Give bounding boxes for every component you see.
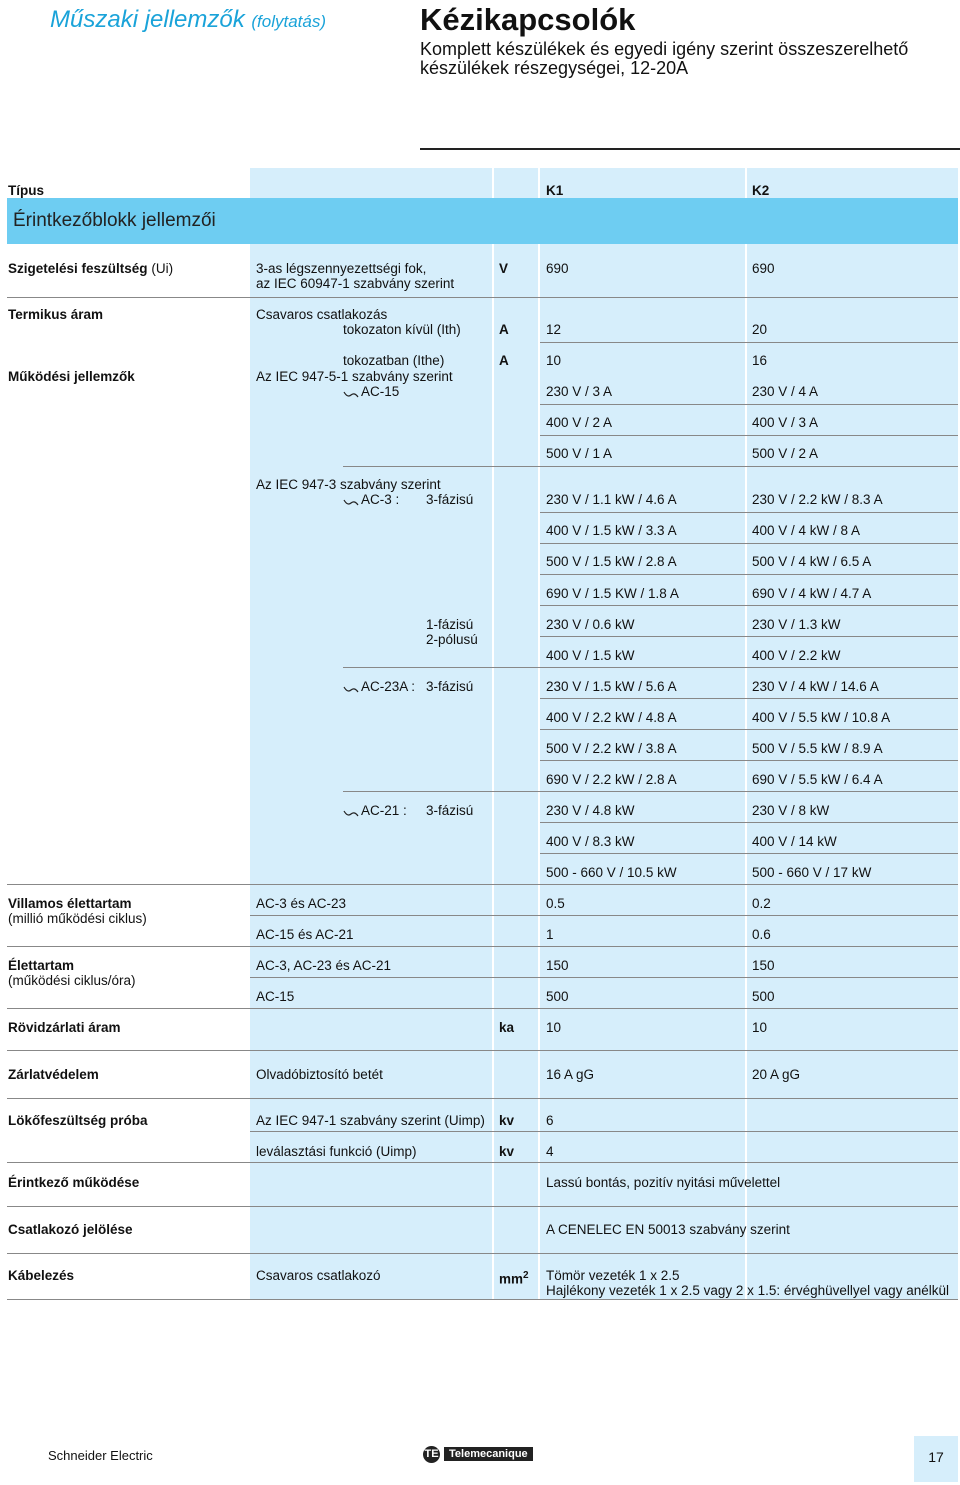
row-label-short-circuit: Rövidzárlati áram bbox=[8, 1020, 121, 1035]
header-left-sub: (folytatás) bbox=[251, 12, 327, 31]
thermal-unit: A bbox=[499, 322, 509, 337]
insulation-unit: V bbox=[499, 261, 509, 276]
row-divider bbox=[250, 1131, 958, 1132]
electrical-life-k2-a: 0.2 bbox=[752, 896, 771, 911]
ac-wave-icon bbox=[343, 389, 359, 399]
thermal-desc-1: Csavaros csatlakozás bbox=[256, 307, 388, 322]
electrical-life-k2-b: 0.6 bbox=[752, 927, 771, 942]
row-label-operating: Működési jellemzők bbox=[8, 369, 135, 384]
electrical-life-k1-a: 0.5 bbox=[546, 896, 565, 911]
ac23-three-phase: 3-fázisú bbox=[426, 679, 474, 694]
row-divider bbox=[7, 1162, 958, 1163]
ac21-label: AC-21 : bbox=[361, 803, 407, 818]
row-divider bbox=[540, 760, 958, 761]
thermal-unit-2: A bbox=[499, 353, 509, 368]
row-divider bbox=[540, 698, 958, 699]
row-label-impulse: Lökőfeszültség próba bbox=[8, 1113, 148, 1128]
life-k2-b: 500 bbox=[752, 989, 775, 1004]
row-divider bbox=[7, 884, 958, 885]
ac21-k1-500: 500 - 660 V / 10.5 kW bbox=[546, 865, 677, 880]
section-header bbox=[7, 198, 958, 244]
row-label-electrical-life: Villamos élettartam bbox=[8, 896, 132, 911]
page-title: Kézikapcsolók bbox=[420, 2, 636, 37]
ac23-k2-230: 230 V / 4 kW / 14.6 A bbox=[752, 679, 879, 694]
ac23-label: AC-23A : bbox=[361, 679, 416, 694]
ac3-single-phase: 1-fázisú bbox=[426, 617, 474, 632]
row-label-protection: Zárlatvédelem bbox=[8, 1067, 99, 1082]
ac-wave-icon bbox=[343, 497, 359, 507]
row-divider bbox=[7, 1299, 958, 1300]
row-divider bbox=[540, 574, 958, 575]
protection-desc: Olvadóbiztosító betét bbox=[256, 1067, 383, 1082]
ac-wave-icon bbox=[343, 808, 359, 818]
short-circuit-k2: 10 bbox=[752, 1020, 768, 1035]
impulse-unit-2: kv bbox=[499, 1144, 515, 1159]
electrical-life-k1-b: 1 bbox=[546, 927, 554, 942]
insulation-desc-1: 3-as légszennyezettségi fok, bbox=[256, 261, 427, 276]
row-divider bbox=[540, 342, 958, 343]
thermal-k1-b: 10 bbox=[546, 353, 562, 368]
impulse-unit-1: kv bbox=[499, 1113, 515, 1128]
row-divider bbox=[540, 404, 958, 405]
page-number-box bbox=[914, 1436, 958, 1482]
row-divider bbox=[7, 946, 958, 947]
ac3-k1-690: 690 V / 1.5 KW / 1.8 A bbox=[546, 586, 679, 601]
thermal-desc-3: tokozatban (Ithe) bbox=[343, 353, 445, 368]
thermal-k2: 20 bbox=[752, 322, 768, 337]
ac21-k1-400: 400 V / 8.3 kW bbox=[546, 834, 635, 849]
ac3-k2-690: 690 V / 4 kW / 4.7 A bbox=[752, 586, 872, 601]
row-divider bbox=[7, 1253, 958, 1254]
ac3-k1-500: 500 V / 1.5 kW / 2.8 A bbox=[546, 554, 677, 569]
ac3-k2-230: 230 V / 2.2 kW / 8.3 A bbox=[752, 492, 883, 507]
electrical-life-desc-1: AC-3 és AC-23 bbox=[256, 896, 347, 911]
thermal-k2-b: 16 bbox=[752, 353, 768, 368]
row-divider bbox=[540, 729, 958, 730]
row-divider bbox=[7, 1098, 958, 1099]
row-divider bbox=[343, 466, 958, 467]
ac3-k1-400: 400 V / 1.5 kW / 3.3 A bbox=[546, 523, 677, 538]
insulation-desc-2: az IEC 60947-1 szabvány szerint bbox=[256, 276, 455, 291]
row-label-life: Élettartam bbox=[8, 958, 75, 973]
ac23-k1-400: 400 V / 2.2 kW / 4.8 A bbox=[546, 710, 677, 725]
logo-mark-icon: TE bbox=[423, 1446, 440, 1463]
ac23-k2-690: 690 V / 5.5 kW / 6.4 A bbox=[752, 772, 883, 787]
ac3-label: AC-3 : bbox=[361, 492, 400, 507]
ac15-k1-500: 500 V / 1 A bbox=[546, 446, 613, 461]
footer-brand: Schneider Electric bbox=[48, 1448, 153, 1463]
row-label-contact-operation: Érintkező működése bbox=[8, 1175, 140, 1190]
ac15-label: AC-15 bbox=[361, 384, 400, 399]
electrical-life-sub: (millió működési ciklus) bbox=[8, 911, 147, 926]
row-divider bbox=[250, 977, 958, 978]
thermal-desc-2: tokozaton kívül (Ith) bbox=[343, 322, 461, 337]
section-title: Érintkezőblokk jellemzői bbox=[13, 210, 216, 231]
row-divider bbox=[540, 605, 958, 606]
row-divider bbox=[540, 543, 958, 544]
ac21-three-phase: 3-fázisú bbox=[426, 803, 474, 818]
page-number: 17 bbox=[928, 1449, 944, 1465]
ac21-k2-500: 500 - 660 V / 17 kW bbox=[752, 865, 872, 880]
row-label-thermal: Termikus áram bbox=[8, 307, 104, 322]
thermal-k1: 12 bbox=[546, 322, 562, 337]
impulse-k1-b: 4 bbox=[546, 1144, 554, 1159]
row-divider bbox=[540, 853, 958, 854]
ac23-k2-500: 500 V / 5.5 kW / 8.9 A bbox=[752, 741, 883, 756]
row-label-insulation: Szigetelési feszültség (Ui) bbox=[8, 261, 174, 276]
insulation-k1: 690 bbox=[546, 261, 569, 276]
life-desc-2: AC-15 bbox=[256, 989, 295, 1004]
row-label-terminal: Csatlakozó jelölése bbox=[8, 1222, 133, 1237]
ac3-1p-k1-400: 400 V / 1.5 kW bbox=[546, 648, 635, 663]
row-divider bbox=[343, 791, 958, 792]
protection-k1: 16 A gG bbox=[546, 1067, 595, 1082]
ac23-k1-230: 230 V / 1.5 kW / 5.6 A bbox=[546, 679, 677, 694]
ac-wave-icon bbox=[343, 684, 359, 694]
ac21-k2-230: 230 V / 8 kW bbox=[752, 803, 830, 818]
ac15-k2-400: 400 V / 3 A bbox=[752, 415, 819, 430]
operating-std-2: Az IEC 947-3 szabvány szerint bbox=[256, 477, 441, 492]
terminal-value: A CENELEC EN 50013 szabvány szerint bbox=[546, 1222, 790, 1237]
col-label-type: Típus bbox=[8, 183, 44, 198]
ac23-k1-500: 500 V / 2.2 kW / 3.8 A bbox=[546, 741, 677, 756]
operating-std-1: Az IEC 947-5-1 szabvány szerint bbox=[256, 369, 453, 384]
cabling-value-1: Tömör vezeték 1 x 2.5 bbox=[546, 1268, 680, 1283]
cabling-unit: $mm^2$ bbox=[499, 1270, 529, 1287]
impulse-desc-2: leválasztási funkció (Uimp) bbox=[256, 1144, 417, 1159]
life-sub: (működési ciklus/óra) bbox=[8, 973, 136, 988]
ac3-1p-k2-230: 230 V / 1.3 kW bbox=[752, 617, 841, 632]
col-header-k2: K2 bbox=[752, 183, 770, 198]
row-divider bbox=[7, 1008, 958, 1009]
impulse-desc-1: Az IEC 947-1 szabvány szerint (Uimp) bbox=[256, 1113, 485, 1128]
ac3-k2-400: 400 V / 4 kW / 8 A bbox=[752, 523, 861, 538]
short-circuit-unit: ka bbox=[499, 1020, 515, 1035]
row-divider bbox=[540, 636, 958, 637]
row-divider bbox=[250, 915, 958, 916]
ac15-k1-400: 400 V / 2 A bbox=[546, 415, 613, 430]
row-divider bbox=[7, 297, 958, 298]
electrical-life-desc-2: AC-15 és AC-21 bbox=[256, 927, 354, 942]
row-divider bbox=[343, 667, 958, 668]
header-left-title: Műszaki jellemzők (folytatás) bbox=[50, 6, 327, 33]
logo-text: Telemecanique bbox=[444, 1447, 533, 1461]
life-k1-b: 500 bbox=[546, 989, 569, 1004]
row-divider bbox=[540, 435, 958, 436]
row-divider bbox=[7, 1206, 958, 1207]
life-desc-1: AC-3, AC-23 és AC-21 bbox=[256, 958, 392, 973]
cabling-value-2: Hajlékony vezeték 1 x 2.5 vagy 2 x 1.5: érvéghüvellyel vagy anélkül bbox=[546, 1283, 949, 1298]
row-divider bbox=[7, 1050, 958, 1051]
ac3-two-pole: 2-pólusú bbox=[426, 632, 478, 647]
ac3-k2-500: 500 V / 4 kW / 6.5 A bbox=[752, 554, 872, 569]
ac21-k1-230: 230 V / 4.8 kW bbox=[546, 803, 635, 818]
ac15-k2-230: 230 V / 4 A bbox=[752, 384, 819, 399]
life-k2-a: 150 bbox=[752, 958, 775, 973]
ac23-k2-400: 400 V / 5.5 kW / 10.8 A bbox=[752, 710, 891, 725]
impulse-k1-a: 6 bbox=[546, 1113, 554, 1128]
cabling-desc: Csavaros csatlakozó bbox=[256, 1268, 381, 1283]
row-divider bbox=[540, 822, 958, 823]
ac15-k2-500: 500 V / 2 A bbox=[752, 446, 819, 461]
ac3-k1-230: 230 V / 1.1 kW / 4.6 A bbox=[546, 492, 677, 507]
col-header-k1: K1 bbox=[546, 183, 564, 198]
protection-k2: 20 A gG bbox=[752, 1067, 801, 1082]
ac3-1p-k1-230: 230 V / 0.6 kW bbox=[546, 617, 635, 632]
header-divider bbox=[420, 148, 960, 150]
ac15-k1-230: 230 V / 3 A bbox=[546, 384, 613, 399]
row-label-cabling: Kábelezés bbox=[8, 1268, 75, 1283]
life-k1-a: 150 bbox=[546, 958, 569, 973]
telemecanique-logo bbox=[423, 1445, 533, 1463]
row-divider bbox=[540, 512, 958, 513]
ac3-three-phase: 3-fázisú bbox=[426, 492, 474, 507]
contact-operation-value: Lassú bontás, pozitív nyitási művelettel bbox=[546, 1175, 781, 1190]
ac21-k2-400: 400 V / 14 kW bbox=[752, 834, 837, 849]
ac23-k1-690: 690 V / 2.2 kW / 2.8 A bbox=[546, 772, 677, 787]
page-subtitle: Komplett készülékek és egyedi igény szerint összeszerelhető készülékek részegységei, 12-20A bbox=[420, 39, 909, 78]
short-circuit-k1: 10 bbox=[546, 1020, 562, 1035]
insulation-k2: 690 bbox=[752, 261, 775, 276]
ac3-1p-k2-400: 400 V / 2.2 kW bbox=[752, 648, 841, 663]
